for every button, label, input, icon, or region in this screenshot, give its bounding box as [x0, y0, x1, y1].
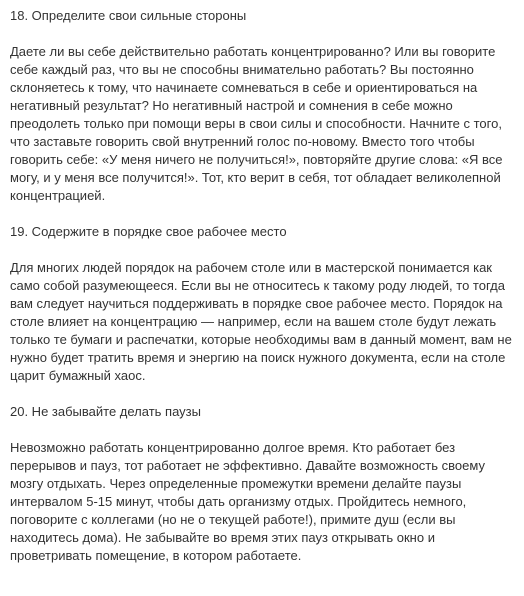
section-heading: 20. Не забывайте делать паузы	[10, 404, 201, 419]
section-heading: 18. Определите свои сильные стороны	[10, 8, 247, 23]
section-paragraph: Даете ли вы себе действительно работать концентрированно? Или вы говорите себе каждый раз, что вы не способны внимательно работать? Вы постоянно склоняетесь к тому, что начинаете сомневаться в себе и ориентироваться на негативный результат? Но негативный настрой и сомнения в себе можно преодолеть только при помощи веры в свои силы и способности. Начните с того, что заставьте говорить свой внутренний голос по-новому. Вместо того чтобы говорить себе: «У меня ничего не получиться!», повторяйте другие слова: «Я все могу, и у меня все получится!». Тот, кто верит в себя, тот обладает великолепной концентрацией.	[10, 44, 503, 203]
section-19	[10, 223, 514, 385]
section-heading: 19. Содержите в порядке свое рабочее место	[10, 224, 287, 239]
section-20	[10, 403, 514, 565]
section-18	[10, 7, 514, 205]
section-paragraph: Для многих людей порядок на рабочем столе или в мастерской понимается как само собой разумеющееся. Если вы не относитесь к такому роду людей, то тогда вам следует научиться поддерживать в порядке свое рабочее место. Порядок на столе влияет на концентрацию — например, если на вашем столе будут лежать только те бумаги и распечатки, которые необходимы вам в данный момент, вам не нужно будет тратить время и энергию на поиск нужного документа, если на столе царит бумажный хаос.	[10, 260, 512, 383]
section-paragraph: Невозможно работать концентрированно долгое время. Кто работает без перерывов и пауз, тот работает не эффективно. Давайте возможность своему мозгу отдыхать. Через определенные промежутки времени делайте паузы интервалом 5-15 минут, чтобы дать организму отдых. Пройдитесь немного, поговорите с коллегами (но не о текущей работе!), примите душ (если вы находитесь дома). Не забывайте во время этих пауз открывать окно и проветривать помещение, в котором работаете.	[10, 440, 485, 563]
